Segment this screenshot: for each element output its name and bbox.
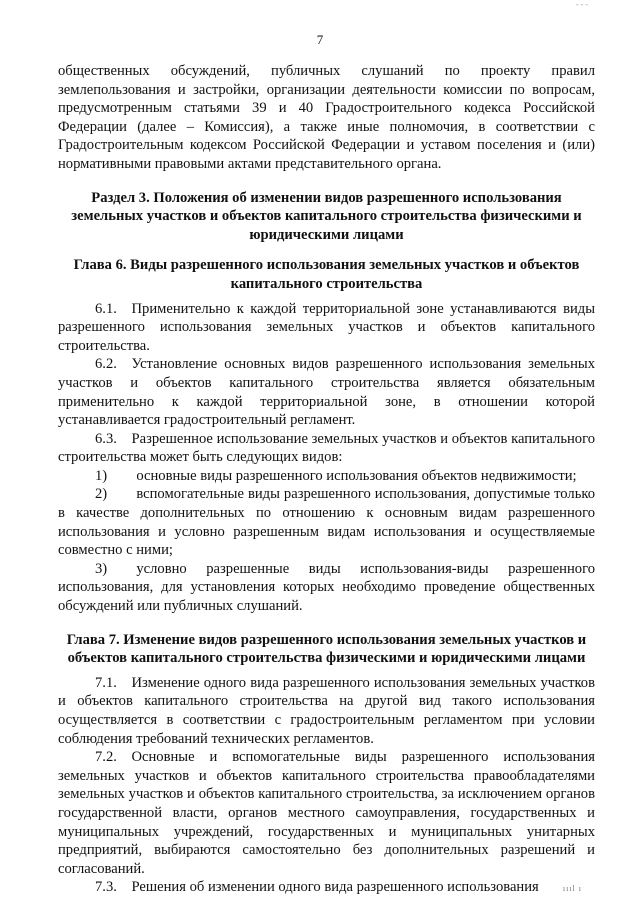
scan-artifact-corner: ıııl ı	[562, 884, 582, 893]
clause-7-1: 7.1. Изменение одного вида разрешенного использования земельных участков и объектов капитального строительства на другой вид такого использования осуществляется в соответствии с градостроительным регламентом при условии соблюдения требований технических регламентов.	[58, 674, 595, 747]
page-number: 7	[316, 32, 324, 47]
clause-6-3: 6.3. Разрешенное использование земельных участков и объектов капитального строительства может быть следующих видов:	[58, 430, 595, 466]
clause-6-3-item-1: 1) основные виды разрешенного использования объектов недвижимости;	[95, 467, 577, 484]
chapter-6-heading: Глава 6. Виды разрешенного использования земельных участков и объектов капитального строительства	[73, 257, 580, 292]
document-body	[58, 62, 595, 897]
clause-7-2: 7.2. Основные и вспомогательные виды разрешенного использования земельных участков и объектов капитального строительства правообладателями земельных участков и объектов капитального строительства, за исключением органов государственной власти, органов местного самоуправления, государственных и муниципальных учреждений, государственных и муниципальных унитарных предприятий, выбираются самостоятельно без дополнительных разрешений и согласований.	[58, 749, 595, 877]
clause-6-2: 6.2. Установление основных видов разрешенного использования земельных участков и объектов капитального строительства является обязательным применительно к каждой территориальной зоне, в отношении которой устанавливается градостроительный регламент.	[58, 356, 595, 429]
intro-paragraph: общественных обсуждений, публичных слушаний по проекту правил землепользования и застройки, организации деятельности комиссии по вопросам, предусмотренным статьями 39 и 40 Градостроительного кодекса Российской Федерации (далее – Комиссия), а также иные полномочия, в соответствии с Градостроительным кодексом Российской Федерации и уставом поселения и (или) нормативными правовыми актами представительного органа.	[58, 63, 595, 172]
clause-6-3-item-2: 2) вспомогательные виды разрешенного использования, допустимые только в качестве дополнительных по отношению к основным видам разрешенного использования и условно разрешенным видам использования и осуществляемые совместно с ними;	[58, 486, 595, 559]
clause-6-3-item-3: 3) условно разрешенные виды использования-виды разрешенного использования, для установления которых необходимо проведение общественных обсуждений или публичных слушаний.	[58, 560, 595, 615]
clause-6-1: 6.1. Применительно к каждой территориальной зоне устанавливаются виды разрешенного использования земельных участков и объектов капитального строительства.	[58, 300, 595, 354]
scan-artifact-mark: - - -	[576, 0, 588, 9]
section-3-heading: Раздел 3. Положения об изменении видов разрешенного использования земельных участков и объектов капитального строительства физическими и юридическими лицами	[71, 189, 582, 243]
chapter-7-heading: Глава 7. Изменение видов разрешенного использования земельных участков и объектов капитального строительства физическими и юридическими лицами	[66, 631, 587, 667]
clause-7-3: 7.3. Решения об изменении одного вида разрешенного использования	[95, 879, 539, 896]
